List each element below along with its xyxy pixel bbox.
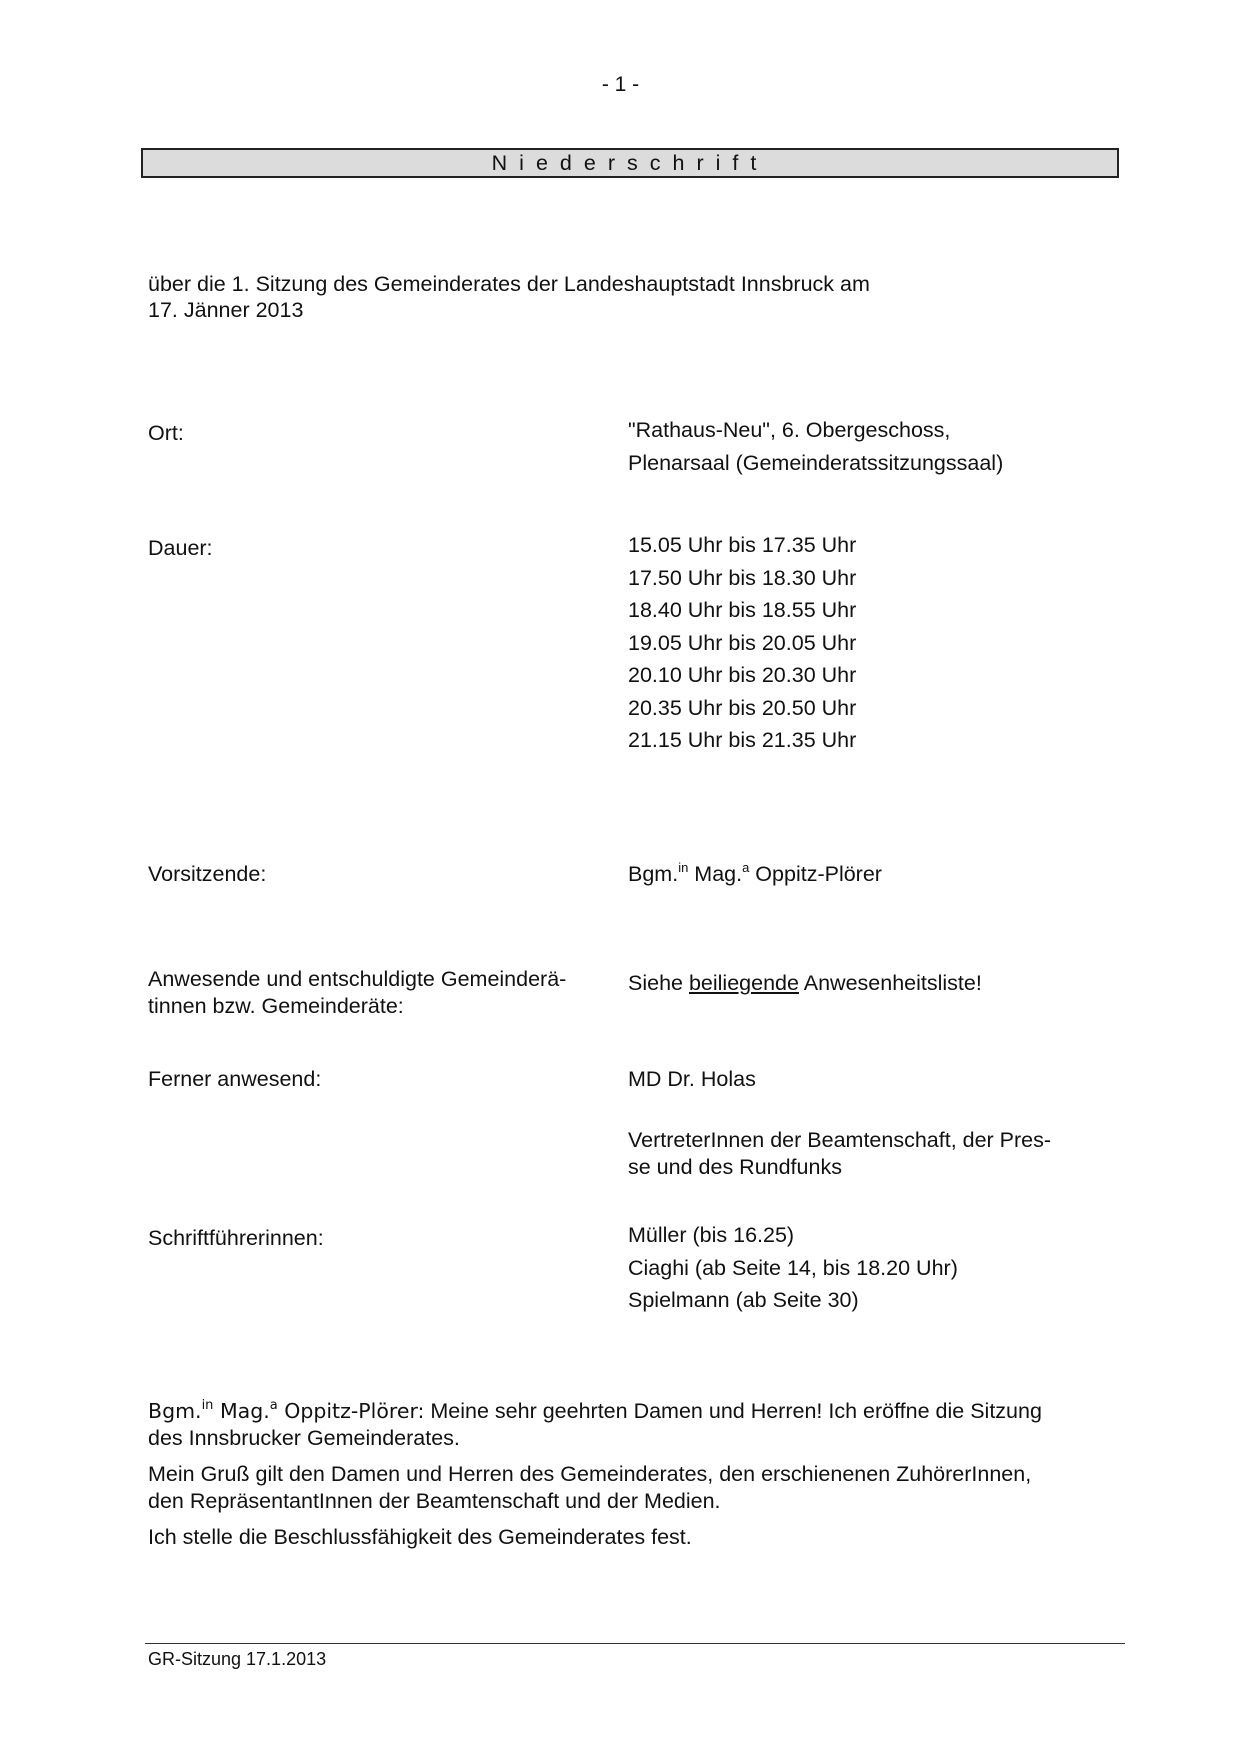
anwesend-underlined: beiliegende (688, 971, 799, 995)
ferner-value-1: MD Dr. Holas (628, 1067, 756, 1091)
vorsitz-label: Vorsitzende: (148, 862, 267, 886)
speech-text: Meine sehr geehrten Damen und Herren! Ich eröffne die Sitzung (424, 1399, 1042, 1423)
dauer-line: 19.05 Uhr bis 20.05 Uhr (628, 630, 857, 655)
speaker-surname: Oppitz-Plörer: (277, 1399, 425, 1423)
dauer-label: Dauer: (148, 536, 213, 560)
anwesend-text: Anwesenheitsliste! (798, 971, 982, 995)
anwesend-label (148, 966, 608, 1019)
speaker-sup: in (201, 1398, 214, 1413)
document-title: Niederschrift (141, 148, 1119, 178)
dauer-line: 21.15 Uhr bis 21.35 Uhr (628, 728, 857, 752)
anwesend-value (628, 970, 1098, 996)
speech-text: den RepräsentantInnen der Beamtenschaft und der Medien. (148, 1488, 721, 1513)
speaker-title: Mag. (213, 1399, 270, 1423)
schrift-label: Schriftführerinnen: (148, 1226, 324, 1250)
schrift-line: Spielmann (ab Seite 30) (628, 1288, 859, 1312)
ort-line: Plenarsaal (Gemeinderatssitzungssaal) (628, 450, 1004, 475)
vorsitz-title: Mag. (688, 862, 743, 886)
dauer-line: 15.05 Uhr bis 17.35 Uhr (628, 533, 857, 557)
speaker-sup: a (269, 1398, 278, 1413)
ort-line: "Rathaus-Neu", 6. Obergeschoss, (628, 418, 951, 442)
ferner-line: VertreterInnen der Beamtenschaft, der Pres- (628, 1128, 1052, 1152)
footer-divider (145, 1643, 1125, 1644)
vorsitz-title: Bgm. (628, 862, 679, 886)
speech-block (148, 1398, 1123, 1561)
footer-text: GR-Sitzung 17.1.2013 (148, 1649, 327, 1669)
vorsitz-name: Oppitz-Plörer (749, 862, 882, 886)
dauer-line: 20.10 Uhr bis 20.30 Uhr (628, 663, 857, 687)
schrift-line: Ciaghi (ab Seite 14, bis 18.20 Uhr) (628, 1255, 958, 1280)
speech-paragraph (148, 1398, 1123, 1451)
vorsitz-sup: in (678, 860, 689, 875)
page-number: - 1 - (601, 73, 640, 96)
ort-value (628, 414, 1098, 479)
ferner-label: Ferner anwesend: (148, 1067, 322, 1091)
speaker-title: Bgm. (148, 1399, 202, 1423)
ort-label: Ort: (148, 421, 184, 445)
intro-text (148, 271, 1098, 323)
ferner-line: se und des Rundfunks (628, 1154, 842, 1179)
anwesend-label-line: tinnen bzw. Gemeinderäte: (148, 993, 404, 1018)
anwesend-text: Siehe (628, 971, 689, 995)
dauer-value (628, 529, 1098, 757)
dauer-line: 17.50 Uhr bis 18.30 Uhr (628, 565, 857, 590)
dauer-line: 18.40 Uhr bis 18.55 Uhr (628, 598, 857, 622)
speech-text: des Innsbrucker Gemeinderates. (148, 1425, 460, 1450)
dauer-line: 20.35 Uhr bis 20.50 Uhr (628, 695, 857, 720)
speech-paragraph: Ich stelle die Beschlussfähigkeit des Gemeinderates fest. (148, 1525, 692, 1549)
speech-text: Mein Gruß gilt den Damen und Herren des Gemeinderates, den erschienenen ZuhörerInnen, (148, 1462, 1032, 1486)
schrift-value (628, 1219, 1098, 1317)
anwesend-label-line: Anwesende und entschuldigte Gemeinderä- (148, 967, 567, 991)
vorsitz-value (628, 861, 1098, 887)
vorsitz-sup: a (742, 860, 750, 875)
speaker-name (148, 1399, 424, 1423)
intro-line: über die 1. Sitzung des Gemeinderates der Landeshauptstadt Innsbruck am (148, 272, 870, 296)
schrift-line: Müller (bis 16.25) (628, 1223, 795, 1247)
intro-line: 17. Jänner 2013 (148, 298, 304, 323)
speech-paragraph (148, 1461, 1123, 1514)
ferner-value-2 (628, 1127, 1098, 1180)
